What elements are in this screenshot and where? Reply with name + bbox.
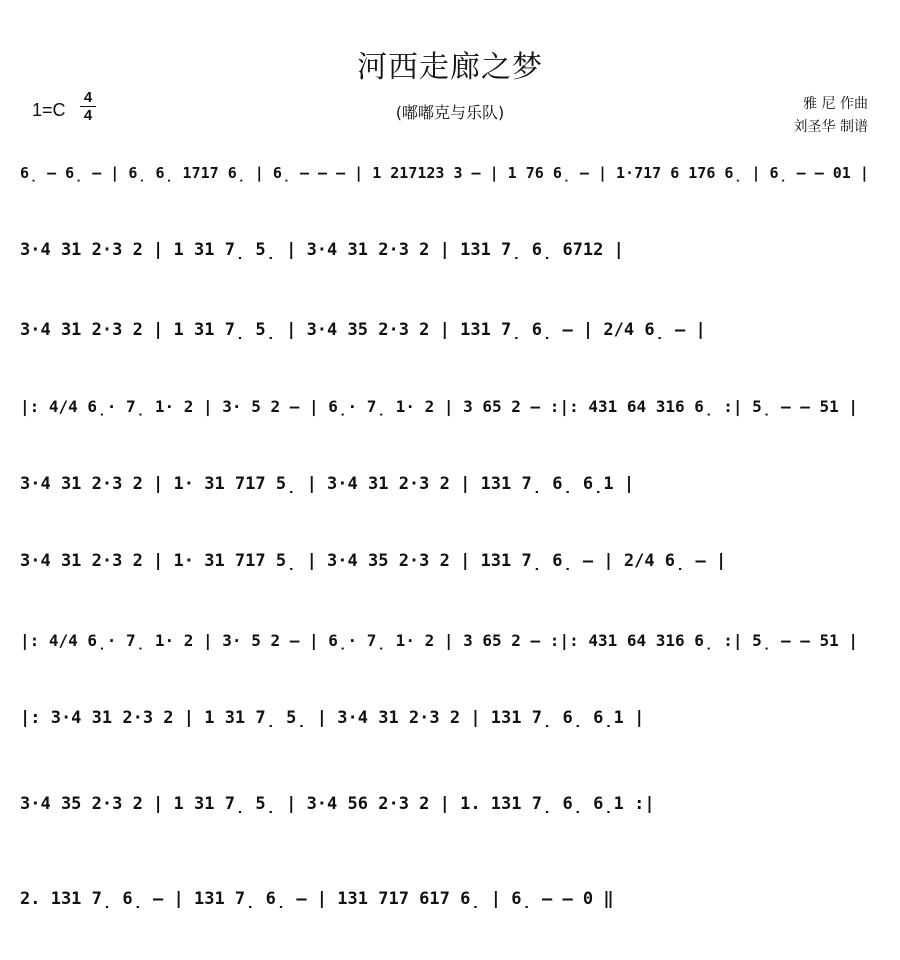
staff-line-6: 3·4 31 2·3 2 | 1· 31 717 5̣ | 3·4 35 2·3 2 | 131 7̣ 6̣ – | 2/4 6̣ – | [20, 551, 727, 571]
arranger-credit: 刘圣华 制谱 [793, 119, 868, 135]
staff-line-7: |: 4/4 6̣· 7̣ 1· 2 | 3· 5 2 – | 6̣· 7̣ 1· 2 | 3 65 2 – :|: 431 64 316 6̣ :| 5̣ – – 51 | [20, 631, 859, 650]
key-signature: 1=C [32, 100, 66, 120]
staff-line-10: 2. 131 7̣ 6̣ – | 131 7̣ 6̣ – | 131 717 617 6̣ | 6̣ – – 0 ‖ [20, 889, 614, 909]
staff-line-9: 3·4 35 2·3 2 | 1 31 7̣ 5̣ | 3·4 56 2·3 2 | 1. 131 7̣ 6̣ 6̣1 :| [20, 794, 655, 814]
composer-credit: 雅 尼 作曲 [803, 96, 868, 112]
time-signature-top: 4 [83, 89, 93, 106]
staff-line-1: 6̣ – 6̣ – | 6̣ 6̣ 1717 6̣ | 6̣ – – – | 1 217123 3 – | 1 76 6̣ – | 1·717 6 176 6̣ | 6̣ – – 01 | [20, 164, 869, 182]
staff-line-8: |: 3·4 31 2·3 2 | 1 31 7̣ 5̣ | 3·4 31 2·3 2 | 131 7̣ 6̣ 6̣1 | [20, 708, 645, 728]
staff-line-3: 3·4 31 2·3 2 | 1 31 7̣ 5̣ | 3·4 35 2·3 2 | 131 7̣ 6̣ – | 2/4 6̣ – | [20, 320, 706, 340]
score-title: 河西走廊之梦 [357, 50, 543, 85]
staff-line-2: 3·4 31 2·3 2 | 1 31 7̣ 5̣ | 3·4 31 2·3 2 | 131 7̣ 6̣ 6712 | [20, 240, 624, 260]
staff-line-4: |: 4/4 6̣· 7̣ 1· 2 | 3· 5 2 – | 6̣· 7̣ 1· 2 | 3 65 2 – :|: 431 64 316 6̣ :| 5̣ – – 51 | [20, 397, 859, 416]
time-signature-bottom: 4 [83, 107, 93, 124]
staff-line-5: 3·4 31 2·3 2 | 1· 31 717 5̣ | 3·4 31 2·3 2 | 131 7̣ 6̣ 6̣1 | [20, 474, 635, 494]
score-subtitle: (嘟嘟克与乐队) [395, 103, 505, 122]
